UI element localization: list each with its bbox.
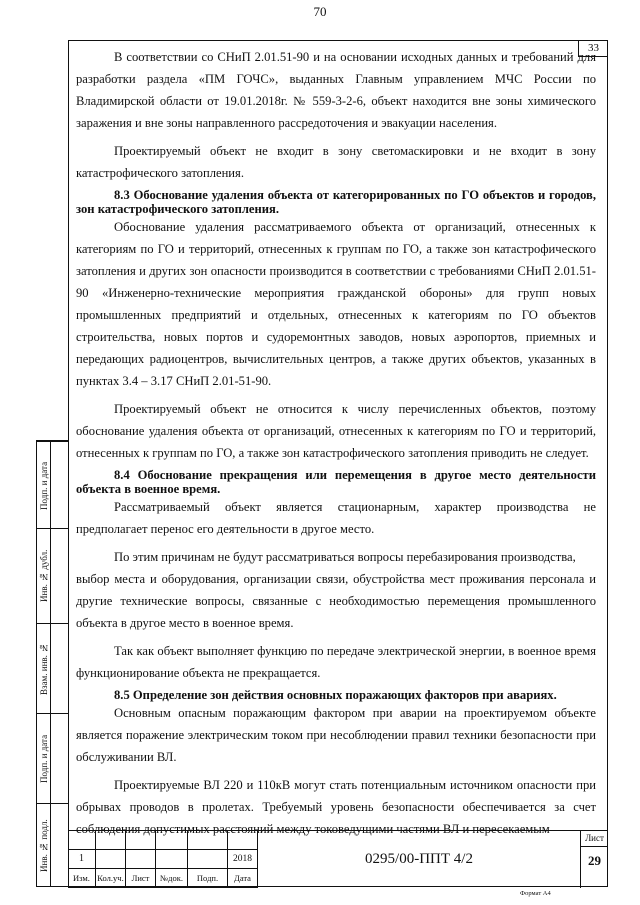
section-heading-8-4: 8.4 Обоснование прекращения или перемещения в другое место деятельности объекта в военное время. [76,468,596,496]
tb-cell [68,831,96,850]
paragraph: Так как объект выполняет функцию по передаче электрической энергии, в военное время функционирование объекта не прекращается. [76,644,596,680]
tb-header-doc: №док. [156,869,188,888]
sheet-box [580,831,608,888]
strip-label-sign-date-1: Подп. и дата [39,461,49,511]
tb-header-sign: Подп. [188,869,228,888]
tb-cell [96,850,126,869]
tb-cell [188,850,228,869]
strip-label-sign-date-2: Подп. и дата [39,734,49,784]
tb-cell [156,831,188,850]
paragraph: В соответствии со СНиП 2.01.51-90 и на основании исходных данных и требований для разработки раздела «ПМ ГОЧС», выданных Главным управлением МЧС России по Владимирской области от 19.01.2018г. № 559-3-2-6, объект находится вне зоны химического заражения и вне зоны направленного рассредоточения и эвакуации населения. [76,50,596,130]
strip-label-replace-inv: Взам. инв. № [39,642,49,696]
format-note: Формат А4 [520,890,551,897]
title-block [68,830,608,887]
tb-cell [228,831,258,850]
tb-cell [96,831,126,850]
paragraph: Основным опасным поражающим фактором при аварии на проектируемом объекте является поражение электрическим током при несоблюдении правил техники безопасности при обслуживании ВЛ. [76,706,596,764]
left-stamp-strip [36,440,68,887]
tb-cell [126,831,156,850]
tb-change-value: 1 [68,850,96,869]
strip-label-orig-inv: Инв. № подл. [39,819,49,873]
section-heading-8-3: 8.3 Обоснование удаления объекта от категорированных по ГО объектов и городов, зон катастрофического затопления. [76,188,596,216]
tb-header-sheet: Лист [126,869,156,888]
strip-label-dup-inv: Инв. № дубл. [39,549,49,603]
title-block-grid [68,831,258,888]
tb-header-date: Дата [228,869,258,888]
tb-cell [126,850,156,869]
paragraph: выбор места и оборудования, организации связи, обустройства мест проживания персонала и другие технические вопросы, связанные с необходимостью перемещения промышленного объекта в другое место в военное время. [76,572,596,630]
paragraph: Проектируемый объект не входит в зону светомаскировки и не входит в зону катастрофического затопления. [76,144,596,180]
document-code: 0295/00-ППТ 4/2 [365,851,473,867]
paragraph: По этим причинам не будут рассматриваться вопросы перебазирования производства, [114,550,576,564]
document-body [76,40,596,840]
tb-cell [156,850,188,869]
sheet-label: Лист [581,831,608,847]
paragraph: Рассматриваемый объект является стационарным, характер производства не предполагает перенос его деятельности в другое место. [76,500,596,536]
tb-cell [188,831,228,850]
paragraph: Проектируемые ВЛ 220 и 110кВ могут стать потенциальным источником опасности при обрывах проводов в пролетах. Требуемый уровень безопасности обеспечивается за счет соблюдения допустимых расстояний между токоведущими частями ВЛ и пересекаемым [76,778,596,836]
paragraph: Обоснование удаления рассматриваемого объекта от организаций, отнесенных к категориям по ГО и территорий, отнесенных к группам по ГО, а также зон катастрофического затопления и других зон опасности производится в соответствии с требованиями СНиП 2.01.51-90 «Инженерно-технические мероприятия гражданской обороны» для групп новых промышленных предприятий и отдельных, отнесенных к категориям по ГО объектов строительства, новых портов и судоремонтных заводов, новых аэропортов, приемных и передающих радиоцентров, вычислительных центров, а также других объектов, указанных в пунктах 3.4 – 3.17 СНиП 2.01-51-90. [76,220,596,388]
paragraph: Проектируемый объект не относится к числу перечисленных объектов, поэтому обоснование удаления объекта от организаций, отнесенных к категориям по ГО и территорий, отнесенных к группам по ГО, а также зон катастрофического затопления приводить не следует. [76,402,596,460]
section-heading-8-5: 8.5 Определение зон действия основных поражающих факторов при авариях. [114,688,557,702]
sheet-number: 29 [588,853,601,868]
tb-year: 2018 [228,850,258,869]
page-number-top: 70 [313,4,327,19]
tb-header-change: Изм. [68,869,96,888]
corner-sheet-number: 33 [578,40,608,57]
tb-header-qty: Кол.уч. [96,869,126,888]
